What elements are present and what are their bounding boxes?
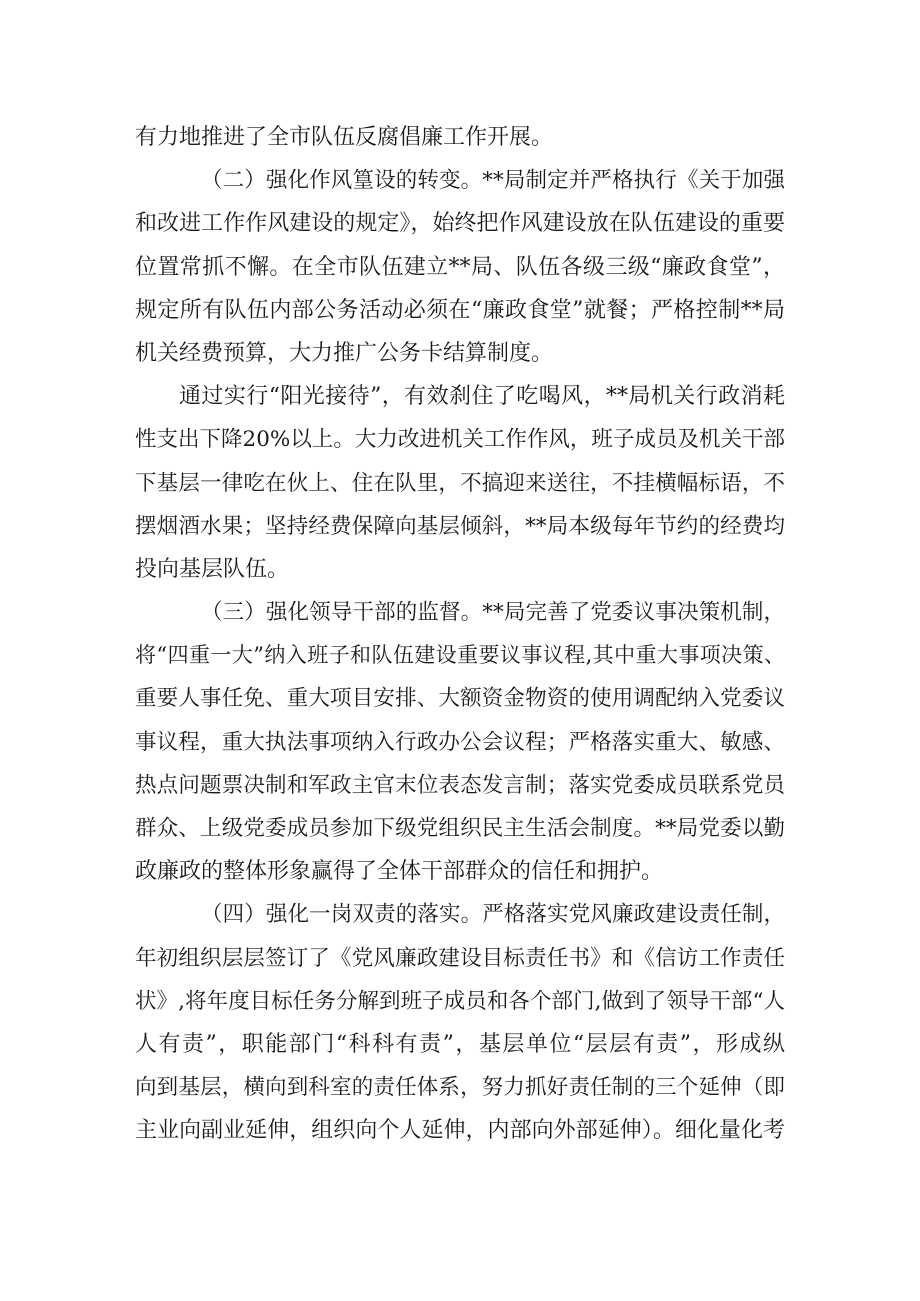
text-line: 向到基层，横向到科室的责任体系，努力抓好责任制的三个延伸（即 [135,1075,785,1101]
text-line: （四）强化一岗双责的落实。严格落实党风廉政建设责任制， [201,902,785,928]
text-line: 将“四重一大”纳入班子和队伍建设重要议事议程,其中重大事项决策、 [135,643,785,668]
text-line: 通过实行“阳光接待”，有效刹住了吃喝风，**局机关行政消耗 [179,384,785,410]
text-line: 机关经费预算，大力推广公务卡结算制度。 [135,340,554,366]
text-line: 年初组织层层签订了《党风廉政建设目标责任书》和《信访工作责任 [135,945,785,971]
text-line: 人有责”，职能部门“科科有责”，基层单位“层层有责”，形成纵 [135,1031,785,1057]
text-line: 事议程，重大执法事项纳入行政办公会议程；严格落实重大、敏感、 [135,729,785,755]
text-line: 投向基层队伍。 [135,556,290,582]
text-line: 下基层一律吃在伙上、住在队里，不搞迎来送往，不挂横幅标语，不 [135,470,785,496]
text-line: （二）强化作风篁设的转变。**局制定并严格执行《关于加强 [201,168,785,194]
text-line: 群众、上级党委成员参加下级党组织民主生活会制度。**局党委以勤 [135,816,785,841]
text-line: 重要人事任免、重大项目安排、大额资金物资的使用调配纳入党委议 [135,686,785,712]
document-body [135,116,785,1153]
text-line: 主业向副业延伸，组织向个人延伸，内部向外部延伸）。细化量化考 [135,1118,785,1144]
text-line: 位置常抓不懈。在全市队伍建立**局、队伍各级三级“廉政食堂”， [135,254,785,280]
text-line: 摆烟酒水果；坚持经费保障向基层倾斜，**局本级每年节约的经费均 [135,513,785,539]
text-line: 有力地推进了全市队伍反腐倡廉工作开展。 [135,125,554,150]
text-line: （三）强化领导干部的监督。**局完善了党委议事决策机制， [201,600,785,626]
text-line: 规定所有队伍内部公务活动必须在“廉政食堂”就餐；严格控制**局 [135,297,785,323]
text-line: 性支出下降20%以上。大力改进机关工作作风，班子成员及机关干部 [135,427,785,453]
text-line: 和改进工作作风建设的规定》，始终把作风建设放在队伍建设的重要 [135,211,785,237]
text-line: 政廉政的整体形象赢得了全体干部群众的信任和拥护。 [135,859,664,885]
text-line: 状》,将年度目标任务分解到班子成员和各个部门,做到了领导干部“人 [135,988,785,1014]
text-line: 热点问题票决制和军政主官末位表态发言制；落实党委成员联系党员 [135,772,785,798]
